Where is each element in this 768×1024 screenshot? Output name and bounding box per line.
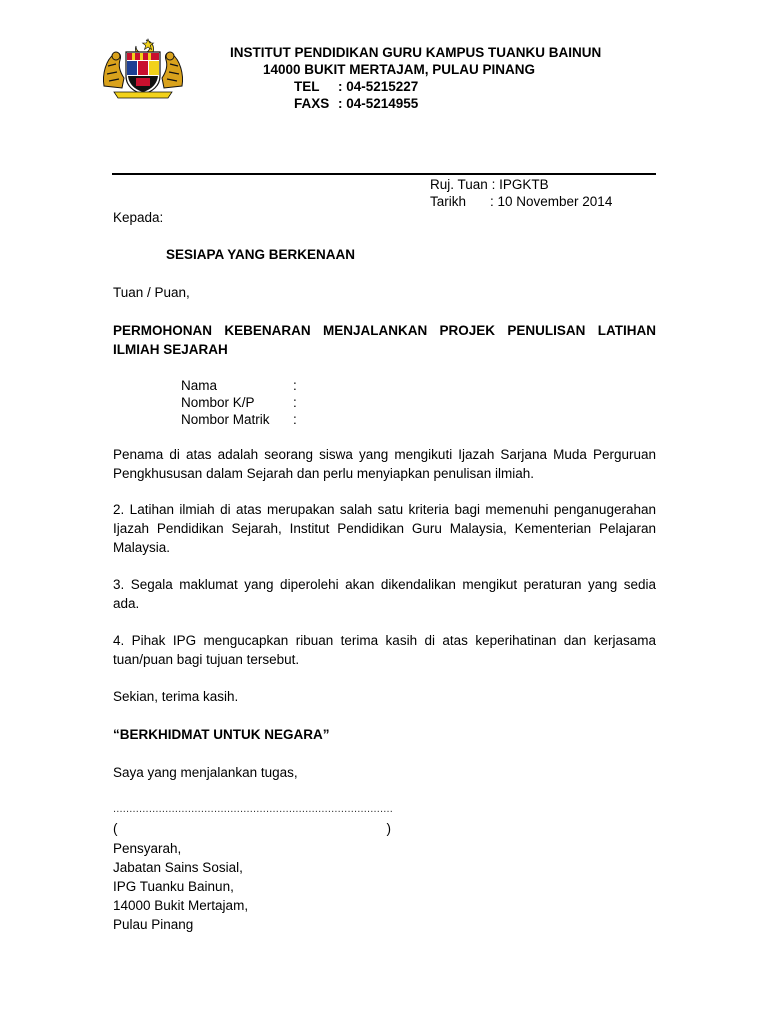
reference-line — [430, 176, 612, 193]
telephone-label: TEL — [294, 79, 320, 94]
bracket-open: ( — [113, 821, 118, 836]
paragraph-3: 3. Segala maklumat yang diperolehi akan dikendalikan mengikut peraturan yang sedia ada. — [113, 577, 656, 611]
sign-off: Saya yang menjalankan tugas, — [113, 765, 298, 780]
coat-of-arms-logo — [100, 36, 186, 100]
closing: Sekian, terima kasih. — [113, 689, 239, 704]
signatory-details — [113, 839, 248, 934]
institution-address: 14000 BUKIT MERTAJAM, PULAU PINANG — [263, 62, 536, 77]
field-value: : — [293, 412, 297, 427]
field-row — [181, 394, 297, 411]
signatory-line: Pensyarah, — [113, 841, 182, 856]
field-value: : — [293, 378, 297, 393]
paragraph-1: Penama di atas adalah seorang siswa yang mengikuti Ijazah Sarjana Muda Perguruan Pengkhususan dalam Sejarah dan perlu menyiapkan penulisan ilmiah. — [113, 447, 656, 481]
date-label: Tarikh — [430, 194, 467, 209]
field-value: : — [293, 395, 297, 410]
telephone-value: : 04-5215227 — [338, 79, 419, 94]
signatory-name-brackets — [113, 821, 391, 839]
recipient: SESIAPA YANG BERKENAAN — [166, 247, 356, 262]
student-fields — [181, 377, 297, 428]
header-divider — [112, 173, 656, 175]
telephone-line — [294, 79, 418, 95]
to-label: Kepada: — [113, 210, 164, 225]
field-label: Nombor K/P — [181, 395, 255, 410]
institution-name: INSTITUT PENDIDIKAN GURU KAMPUS TUANKU BAINUN — [230, 45, 602, 60]
bracket-close: ) — [386, 821, 391, 836]
fax-line — [294, 96, 418, 112]
signatory-line: Jabatan Sains Sosial, — [113, 860, 243, 875]
field-row — [181, 411, 297, 428]
field-label: Nama — [181, 378, 218, 393]
paragraph-2: 2. Latihan ilmiah di atas merupakan salah satu kriteria bagi memenuhi penganugerahan Ijazah Pendidikan Sejarah, Institut Pendidikan Guru Malaysia, Kementerian Pelajaran Malaysia. — [113, 502, 656, 555]
fax-value: : 04-5214955 — [338, 96, 419, 111]
salutation: Tuan / Puan, — [113, 285, 190, 300]
signatory-line: 14000 Bukit Mertajam, — [113, 898, 249, 913]
reference-block — [430, 176, 612, 210]
date-value: : 10 November 2014 — [490, 194, 613, 209]
motto: “BERKHIDMAT UNTUK NEGARA” — [113, 727, 330, 742]
letter-subject: PERMOHONAN KEBENARAN MENJALANKAN PROJEK PENULISAN LATIHAN ILMIAH SEJARAH — [113, 323, 656, 357]
paragraph-4: 4. Pihak IPG mengucapkan ribuan terima kasih di atas keperihatinan dan kerjasama tuan/puan bagi tujuan tersebut. — [113, 633, 656, 667]
field-row — [181, 377, 297, 394]
field-label: Nombor Matrik — [181, 412, 270, 427]
reference-value: : IPGKTB — [491, 177, 549, 192]
signatory-line: IPG Tuanku Bainun, — [113, 879, 234, 894]
reference-label: Ruj. Tuan — [430, 177, 488, 192]
signature-line: ...................................................................................... — [113, 803, 394, 815]
fax-label: FAXS — [294, 96, 330, 111]
signatory-line: Pulau Pinang — [113, 917, 194, 932]
